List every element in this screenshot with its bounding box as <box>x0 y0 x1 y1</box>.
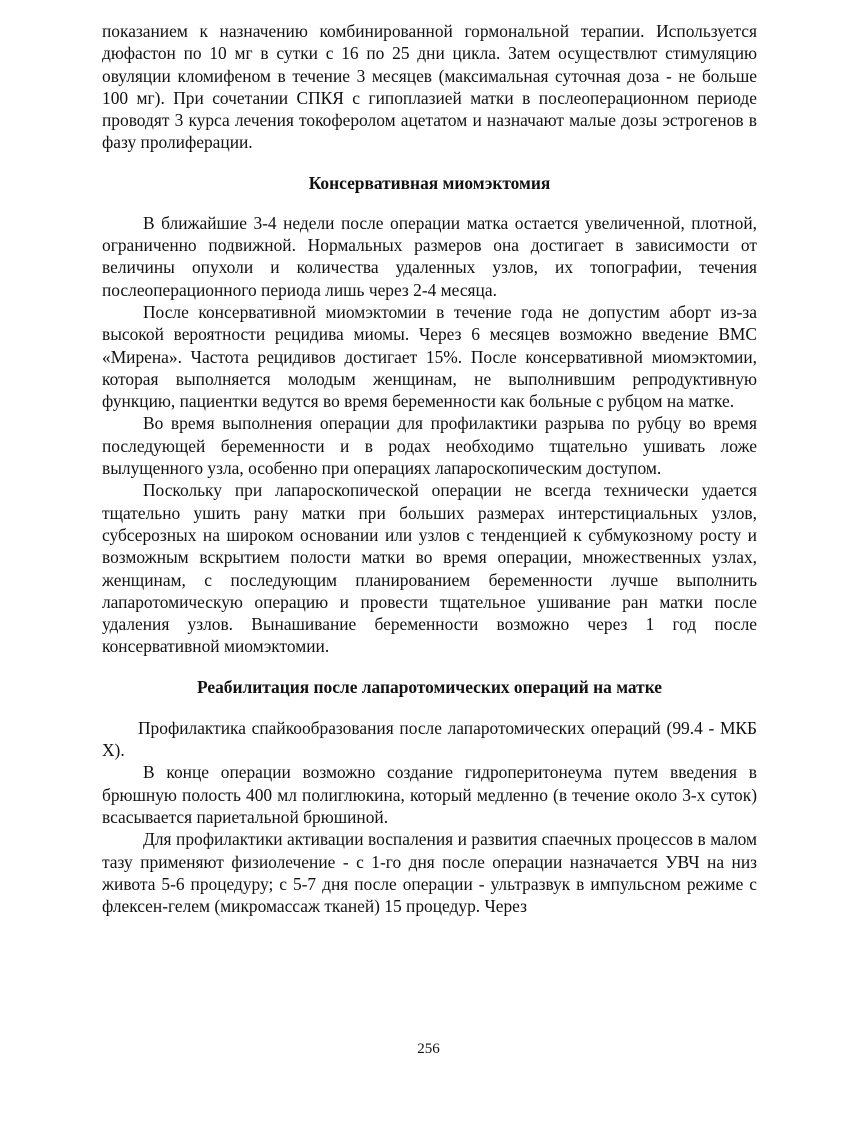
section-heading-myomectomy: Консервативная миомэктомия <box>308 172 551 193</box>
section-heading-rehabilitation: Реабилитация после лапаротомических операций на матке <box>196 676 663 697</box>
paragraph: Профилактика спайкообразования после лапаротомических операций (99.4 - МКБ X). <box>102 717 757 761</box>
paragraph: В ближайшие 3-4 недели после операции матка остается увеличенной, плотной, ограниченно подвижной. Нормальных размеров она достигает в зависимости от величины опухоли и количества удаленных узлов, их топографии, течения послеоперационного периода лишь через 2-4 месяца. <box>102 212 757 300</box>
paragraph: После консервативной миомэктомии в течение года не допустим аборт из-за высокой вероятности рецидива миомы. Через 6 месяцев возможно введение ВМС «Мирена». Частота рецидивов достигает 15%. После консервативной миомэктомии, которая выполняется молодым женщинам, не выполнившим репродуктивную функцию, пациентки ведутся во время беременности как больные с рубцом на матке. <box>102 301 757 412</box>
paragraph: Для профилактики активации воспаления и развития спаечных процессов в малом тазу применяют физиолечение - с 1-го дня после операции назначается УВЧ на низ живота 5-6 процедуру; с 5-7 дня после операции - ультразвук в импульсном режиме с флексен-гелем (микромассаж тканей) 15 процедур. Через <box>102 829 757 917</box>
paragraph-intro: показанием к назначению комбинированной гормональной терапии. Используется дюфастон по 10 мг в сутки с 16 по 25 дни цикла. Затем осуществлют стимуляцию овуляции кломифеном в течение 3 месяцев (максимальная суточная доза - не больше 100 мг). При сочетании СПКЯ с гипоплазией матки в послеоперационном периоде проводят 3 курса лечения токоферолом ацетатом и назначают малые дозы эстрогенов в фазу пролиферации. <box>102 21 757 153</box>
document-page <box>102 20 757 917</box>
paragraph: В конце операции возможно создание гидроперитонеума путем введения в брюшную полость 400 мл полиглюкина, который медленно (в течение около 3-х суток) всасывается париетальной брюшиной. <box>102 762 757 827</box>
paragraph: Поскольку при лапароскопической операции не всегда технически удается тщательно ушить рану матки при больших размерах интерстициальных узлов, субсерозных на широком основании или узлов с тенденцией к субмукозному росту и возможным вскрытием полости матки во время операции, множественных узлах, женщинам, с последующим планированием беременности лучше выполнить лапаротомическую операцию и провести тщательное ушивание ран матки после удаления узлов. Вынашивание беременности возможно через 1 год после консервативной миомэктомии. <box>102 480 757 657</box>
page-number: 256 <box>417 1041 440 1057</box>
paragraph: Во время выполнения операции для профилактики разрыва по рубцу во время последующей беременности и в родах необходимо тщательно ушивать ложе вылущенного узла, особенно при операциях лапароскопическим доступом. <box>102 413 757 479</box>
